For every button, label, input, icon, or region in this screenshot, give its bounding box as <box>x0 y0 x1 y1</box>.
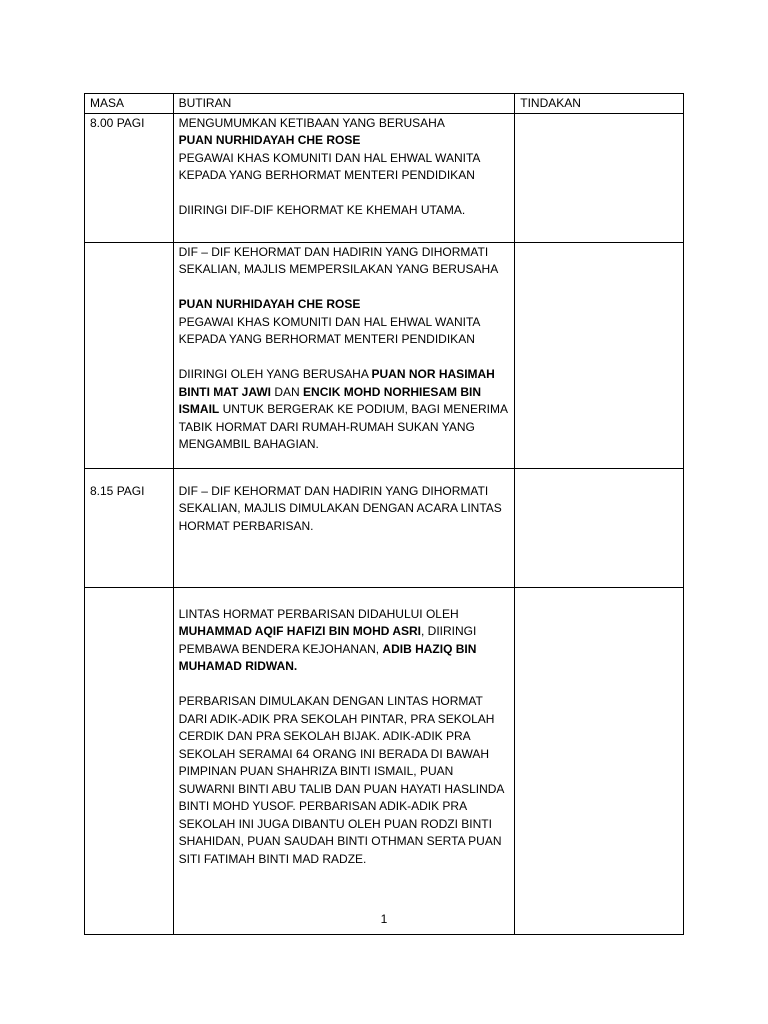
guest-name: PUAN NURHIDAYAH CHE ROSE <box>178 297 361 311</box>
tindakan-cell <box>515 113 684 242</box>
butiran-cell <box>173 587 515 934</box>
tindakan-cell <box>515 242 684 468</box>
guest-name: PUAN NURHIDAYAH CHE ROSE <box>178 133 361 147</box>
invitation-paragraph: DIF – DIF KEHORMAT DAN HADIRIN YANG DIHORMATI SEKALIAN, MAJLIS MEMPERSILAKAN YANG BERUSAHA <box>178 244 499 276</box>
butiran-cell <box>173 242 515 468</box>
program-table <box>84 93 684 935</box>
masa-cell <box>85 587 174 934</box>
header-tindakan: TINDAKAN <box>515 94 684 114</box>
butiran-cell <box>173 468 515 587</box>
table-row <box>85 242 684 468</box>
escort-paragraph: DIIRINGI OLEH YANG BERUSAHA PUAN NOR HASIMAH BINTI MAT JAWI DAN ENCIK MOHD NORHIESAM BIN ISMAIL UNTUK BERGERAK KE PODIUM, BAGI MENERIMA TABIK HORMAT DARI RUMAH-RUMAH SUKAN YANG MENGAMBIL BAHAGIAN. <box>178 367 508 451</box>
butiran-cell <box>173 113 515 242</box>
header-butiran: BUTIRAN <box>173 94 515 114</box>
parade-lead-paragraph: LINTAS HORMAT PERBARISAN DIDAHULUI OLEH MUHAMMAD AQIF HAFIZI BIN MOHD ASRI, DIIRINGI PEMBAWA BENDERA KEJOHANAN, ADIB HAZIQ BIN MUHAMAD RIDWAN. <box>178 606 477 673</box>
page-number: 1 <box>380 912 388 926</box>
tindakan-cell <box>515 587 684 934</box>
guest-title: PEGAWAI KHAS KOMUNITI DAN HAL EHWAL WANITA KEPADA YANG BERHORMAT MENTERI PENDIDIKAN <box>178 314 480 346</box>
announcement-line: MENGUMUMKAN KETIBAAN YANG BERUSAHA <box>178 115 445 130</box>
table-row <box>85 587 684 934</box>
header-masa: MASA <box>85 94 174 114</box>
masa-cell: 8.00 PAGI <box>85 113 174 242</box>
table-row <box>85 468 684 587</box>
tindakan-cell <box>515 468 684 587</box>
table-row <box>85 113 684 242</box>
table-header-row <box>85 94 684 114</box>
guest-title: PEGAWAI KHAS KOMUNITI DAN HAL EHWAL WANITA KEPADA YANG BERHORMAT MENTERI PENDIDIKAN <box>178 150 480 182</box>
escort-note: DIIRINGI DIF-DIF KEHORMAT KE KHEMAH UTAMA. <box>178 203 466 217</box>
parade-detail-paragraph: PERBARISAN DIMULAKAN DENGAN LINTAS HORMAT DARI ADIK-ADIK PRA SEKOLAH PINTAR, PRA SEKOLAH CERDIK DAN PRA SEKOLAH BIJAK. ADIK-ADIK PRA SEKOLAH SERAMAI 64 ORANG INI BERADA DI BAWAH PIMPINAN PUAN SHAHRIZA BINTI ISMAIL, PUAN SUWARNI BINTI ABU TALIB DAN PUAN HAYATI HASLINDA BINTI MOHD YUSOF. PERBARISAN ADIK-ADIK PRA SEKOLAH INI JUGA DIBANTU OLEH PUAN RODZI BINTI SHAHIDAN, PUAN SAUDAH BINTI OTHMAN SERTA PUAN SITI FATIMAH BINTI MAD RADZE. <box>178 694 504 866</box>
ceremony-start-paragraph: DIF – DIF KEHORMAT DAN HADIRIN YANG DIHORMATI SEKALIAN, MAJLIS DIMULAKAN DENGAN ACARA LINTAS HORMAT PERBARISAN. <box>178 483 502 533</box>
masa-cell <box>85 242 174 468</box>
masa-cell: 8.15 PAGI <box>85 468 174 587</box>
